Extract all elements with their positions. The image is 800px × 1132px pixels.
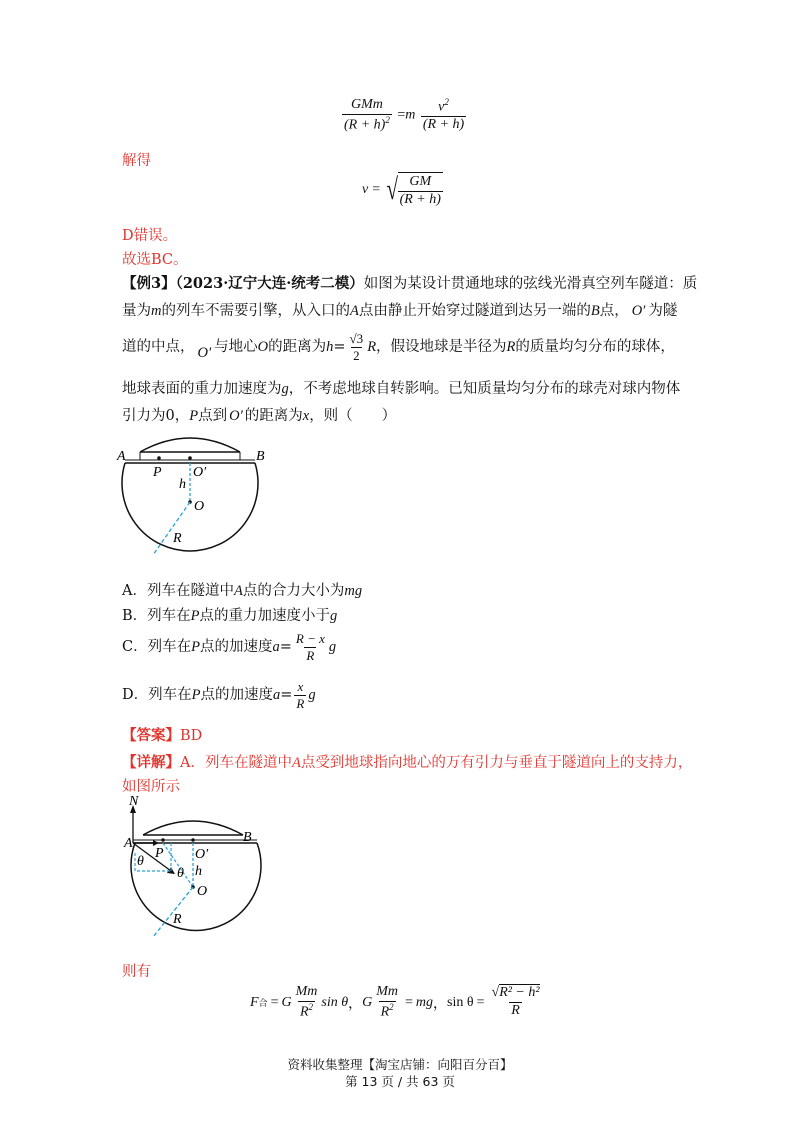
l2c: 点由静止开始穿过隧道到达另一端的 bbox=[358, 303, 591, 319]
l5a: 引力为0， bbox=[122, 408, 190, 424]
l5-P: P bbox=[189, 408, 199, 424]
l3-R2: R bbox=[506, 339, 516, 356]
l3-R: R bbox=[367, 339, 377, 356]
l3b: 与地心 bbox=[214, 339, 258, 356]
label-theta-2: θ bbox=[177, 866, 184, 881]
l3-sqrt3: √3 bbox=[349, 331, 364, 346]
l4b: ，不考虑地球自转影响。已知质量均匀分布的球壳对球内物体 bbox=[288, 381, 681, 397]
footer-source: 资料收集整理【淘宝店铺：向阳百分百】 bbox=[287, 1057, 513, 1072]
opt-c-post: 点的加速度 bbox=[199, 639, 273, 656]
option-b bbox=[122, 605, 337, 627]
label-h: h bbox=[179, 477, 186, 492]
l2-O: O′ bbox=[631, 303, 646, 319]
label-R-2: R bbox=[173, 912, 182, 927]
eq3-G2: G bbox=[362, 994, 373, 1010]
answer-value: BD bbox=[180, 728, 203, 744]
eq3-eq3: = bbox=[476, 994, 485, 1010]
opt-d-a: a bbox=[273, 687, 281, 704]
opt-b-pre: B．列车在 bbox=[122, 608, 191, 624]
eq1-rhs-numerator: v bbox=[438, 99, 445, 115]
opt-c-num: R − x bbox=[295, 631, 325, 646]
eq1-m: m bbox=[405, 107, 416, 123]
opt-d-g: g bbox=[308, 687, 316, 704]
l3-2: 2 bbox=[353, 347, 360, 363]
solve-label: 解得 bbox=[122, 153, 151, 169]
l5b: 点到 bbox=[198, 408, 228, 424]
opt-b-post: 点的重力加速度小于 bbox=[199, 608, 331, 624]
figure-tunnel-diagram bbox=[115, 430, 275, 580]
eq1-rhs-exponent: 2 bbox=[444, 97, 449, 107]
label-P: P bbox=[153, 465, 162, 480]
option-c bbox=[122, 632, 336, 662]
example-line-1 bbox=[122, 273, 698, 295]
option-a bbox=[122, 580, 362, 602]
label-P-2: P bbox=[155, 846, 164, 861]
label-R: R bbox=[173, 531, 182, 546]
l2a: 量为 bbox=[122, 303, 151, 319]
answer-tag: 【答案】 bbox=[122, 727, 180, 744]
detail-line-2: 如图所示 bbox=[122, 779, 180, 795]
opt-c-a: a bbox=[272, 639, 280, 656]
l4-g: g bbox=[281, 381, 289, 397]
eq3-num1: Mm bbox=[295, 984, 318, 999]
l5-O: O′ bbox=[229, 408, 243, 424]
sqrt-sign: √ bbox=[386, 172, 399, 206]
eq1-lhs-exponent: 2 bbox=[385, 114, 390, 125]
then-label: 则有 bbox=[122, 964, 151, 980]
eq3-den1-exp: 2 bbox=[308, 1001, 314, 1012]
opt-b-var: P bbox=[190, 608, 200, 624]
l3a: 道的中点， bbox=[122, 339, 195, 356]
eq1-lhs-denominator: (R + h) bbox=[344, 117, 386, 133]
detail-A: A bbox=[291, 755, 301, 771]
l3e: 的质量均匀分布的球体， bbox=[515, 339, 675, 356]
l3-O: O′ bbox=[197, 345, 212, 362]
label-theta-1: θ bbox=[137, 854, 144, 869]
label-h-2: h bbox=[195, 864, 202, 879]
l4a: 地球表面的重力加速度为 bbox=[122, 381, 282, 397]
R-dashed-line bbox=[153, 502, 190, 555]
l3-Ocenter: O bbox=[257, 339, 269, 356]
eq3-num3: R² − h² bbox=[499, 985, 540, 1001]
eq2-denominator: (R + h) bbox=[399, 191, 441, 207]
eq3-mg: mg bbox=[415, 994, 434, 1010]
detail-tag: 【详解】 bbox=[122, 754, 180, 771]
opt-c-eq: = bbox=[279, 639, 292, 656]
l2-B: B bbox=[590, 303, 600, 319]
eq3-num2: Mm bbox=[376, 984, 399, 999]
l2e: 为隧 bbox=[648, 303, 678, 319]
l2-A: A bbox=[349, 303, 359, 319]
l5d: ，则（ ） bbox=[309, 408, 397, 424]
opt-d-post: 点的加速度 bbox=[200, 687, 273, 704]
d-wrong-text: D错误。 bbox=[122, 228, 178, 244]
label-O-2: O bbox=[197, 884, 208, 899]
label-O1-2: O′ bbox=[195, 847, 209, 862]
label-N: N bbox=[129, 795, 139, 809]
answer-line bbox=[122, 724, 202, 745]
example-line1-text: 如图为某设计贯通地球的弦线光滑真空列车隧道：质 bbox=[363, 276, 698, 292]
eq3-sep1: ， bbox=[348, 996, 363, 1012]
eq3-sep2: ， bbox=[433, 996, 448, 1012]
opt-d-var: P bbox=[191, 687, 201, 704]
eq3-eq1: = bbox=[270, 994, 279, 1010]
opt-a-mg: mg bbox=[344, 583, 363, 599]
opt-b-g: g bbox=[330, 608, 338, 624]
eq2-numerator: GM bbox=[409, 174, 432, 189]
detail-text1b: 点受到地球指向地心的万有引力与垂直于隧道向上的支持力， bbox=[300, 755, 693, 771]
eq1-rhs-denominator: (R + h) bbox=[422, 117, 465, 133]
point-P-2 bbox=[161, 838, 165, 842]
eq2-equals: = bbox=[372, 181, 381, 197]
equation-forces bbox=[250, 985, 544, 1020]
eq3-den2-exp: 2 bbox=[389, 1001, 394, 1012]
footer-page-number: 第 13 页 / 共 63 页 bbox=[345, 1074, 455, 1089]
equation-gravity-centripetal bbox=[340, 98, 468, 133]
eq3-den2: R bbox=[380, 1004, 390, 1020]
eq3-F-sub: 合 bbox=[258, 998, 268, 1009]
example-line-4 bbox=[122, 378, 682, 400]
label-B: B bbox=[256, 449, 265, 464]
point-P bbox=[157, 456, 161, 460]
figure-force-diagram bbox=[115, 795, 275, 955]
eq3-eq2: = bbox=[405, 994, 413, 1010]
eq3-F: F bbox=[250, 994, 259, 1010]
point-O1-2 bbox=[191, 838, 195, 842]
eq3-den3: R bbox=[511, 1003, 520, 1019]
l3c: 的距离为 bbox=[268, 339, 327, 356]
opt-d-eq: = bbox=[280, 687, 293, 704]
eq3-sin2: sin θ bbox=[447, 994, 474, 1010]
opt-c-pre: C．列车在 bbox=[122, 639, 192, 656]
opt-d-den: R bbox=[296, 695, 305, 711]
opt-a-var: A bbox=[233, 583, 243, 599]
example-line-2 bbox=[122, 300, 682, 322]
label-O1: O′ bbox=[193, 465, 207, 480]
example-tag: 【例3】 bbox=[122, 275, 176, 292]
point-O1 bbox=[188, 456, 192, 460]
opt-d-pre: D．列车在 bbox=[122, 687, 192, 704]
l2d: 点， bbox=[599, 303, 629, 319]
label-O: O bbox=[194, 499, 205, 514]
l3d: ，假设地球是半径为 bbox=[376, 339, 507, 356]
l3-eq: = bbox=[333, 339, 346, 356]
eq3-den1: R bbox=[299, 1004, 309, 1020]
eq2-v: v bbox=[362, 181, 369, 197]
l5-x: x bbox=[302, 408, 310, 424]
earth-circle bbox=[122, 463, 258, 551]
opt-a-pre: A．列车在隧道中 bbox=[122, 583, 234, 599]
opt-c-g: g bbox=[328, 639, 337, 656]
answer-bc-text: 故选BC。 bbox=[122, 252, 188, 268]
label-B-2: B bbox=[243, 830, 252, 845]
cap-arc-2 bbox=[143, 821, 243, 835]
label-A-2: A bbox=[124, 836, 133, 851]
cap-arc bbox=[140, 438, 240, 452]
l2-m: m bbox=[151, 303, 162, 319]
example-source: （2023·辽宁大连·统考二模） bbox=[175, 275, 364, 292]
l5c: 的距离为 bbox=[244, 408, 303, 424]
detail-text1a: A．列车在隧道中 bbox=[180, 755, 292, 771]
label-A: A bbox=[117, 449, 126, 464]
equation-velocity bbox=[362, 172, 445, 207]
eq1-equals: = bbox=[397, 107, 406, 123]
option-d bbox=[122, 680, 316, 710]
opt-c-den: R bbox=[306, 647, 315, 663]
eq3-num3-wrap: √R² − h² bbox=[491, 985, 540, 1001]
l3-h: h bbox=[326, 339, 334, 356]
eq3-G: G bbox=[281, 994, 292, 1010]
example-line-3 bbox=[122, 332, 682, 362]
opt-c-var: P bbox=[191, 639, 200, 656]
eq3-sin: sin θ bbox=[321, 994, 349, 1010]
l2b: 的列车不需要引擎，从入口的 bbox=[161, 303, 350, 319]
opt-d-num: x bbox=[297, 679, 304, 694]
example-line-5 bbox=[122, 405, 682, 427]
opt-a-post: 点的合力大小为 bbox=[242, 583, 345, 599]
detail-line-1 bbox=[122, 751, 692, 772]
eq1-lhs-numerator: GMm bbox=[350, 97, 383, 112]
